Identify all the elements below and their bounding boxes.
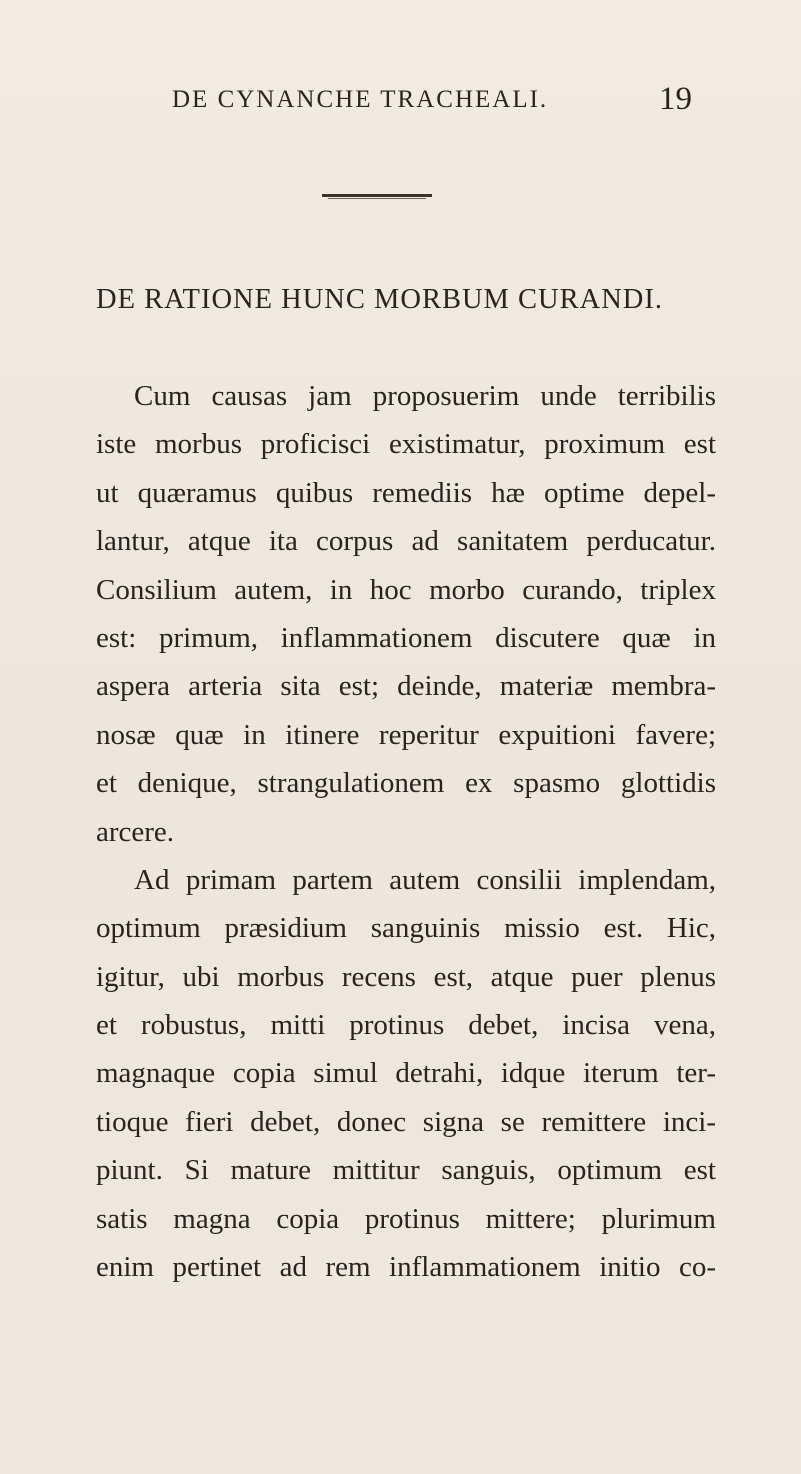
ornament-rule-thin — [328, 198, 426, 199]
text-line: igitur, ubi morbus recens est, atque puer plenus — [96, 960, 716, 993]
running-head — [172, 81, 692, 118]
text-line: nosæ quæ in itinere reperitur expuitioni favere; — [96, 718, 716, 751]
text-line: tioque fieri debet, donec signa se remittere inci- — [96, 1105, 716, 1138]
text-line: Ad primam partem autem consilii implendam, — [134, 863, 716, 896]
text-line: satis magna copia protinus mittere; plurimum — [96, 1202, 716, 1235]
section-heading: DE RATIONE HUNC MORBUM CURANDI. — [96, 284, 663, 315]
text-line: est: primum, inflammationem discutere quæ in — [96, 621, 716, 654]
text-line: Cum causas jam proposuerim unde terribilis — [134, 380, 716, 412]
ornament-rule-thick — [322, 194, 432, 197]
text-line: et denique, strangulationem ex spasmo glottidis — [96, 767, 716, 800]
text-line: magnaque copia simul detrahi, idque iterum ter- — [96, 1057, 716, 1090]
text-line: et robustus, mitti protinus debet, incisa vena, — [96, 1009, 716, 1042]
body-text — [96, 376, 716, 1295]
text-line: enim pertinet ad rem inflammationem initio co- — [96, 1251, 716, 1284]
text-line: lantur, atque ita corpus ad sanitatem perducatur. — [96, 525, 716, 558]
text-line: arcere. — [96, 815, 175, 848]
text-line: Consilium autem, in hoc morbo curando, triplex — [96, 573, 716, 606]
text-line: piunt. Si mature mittitur sanguis, optimum est — [96, 1154, 716, 1187]
text-line: ut quæramus quibus remediis hæ optime depel- — [96, 476, 716, 509]
running-title: DE CYNANCHE TRACHEALI. — [172, 86, 549, 113]
page-number: 19 — [659, 81, 692, 117]
ornament-rule — [322, 194, 432, 200]
text-line: iste morbus proficisci existimatur, proximum est — [96, 428, 716, 461]
text-line: optimum præsidium sanguinis missio est. Hic, — [96, 912, 716, 945]
text-line: aspera arteria sita est; deinde, materiæ membra- — [96, 670, 716, 703]
